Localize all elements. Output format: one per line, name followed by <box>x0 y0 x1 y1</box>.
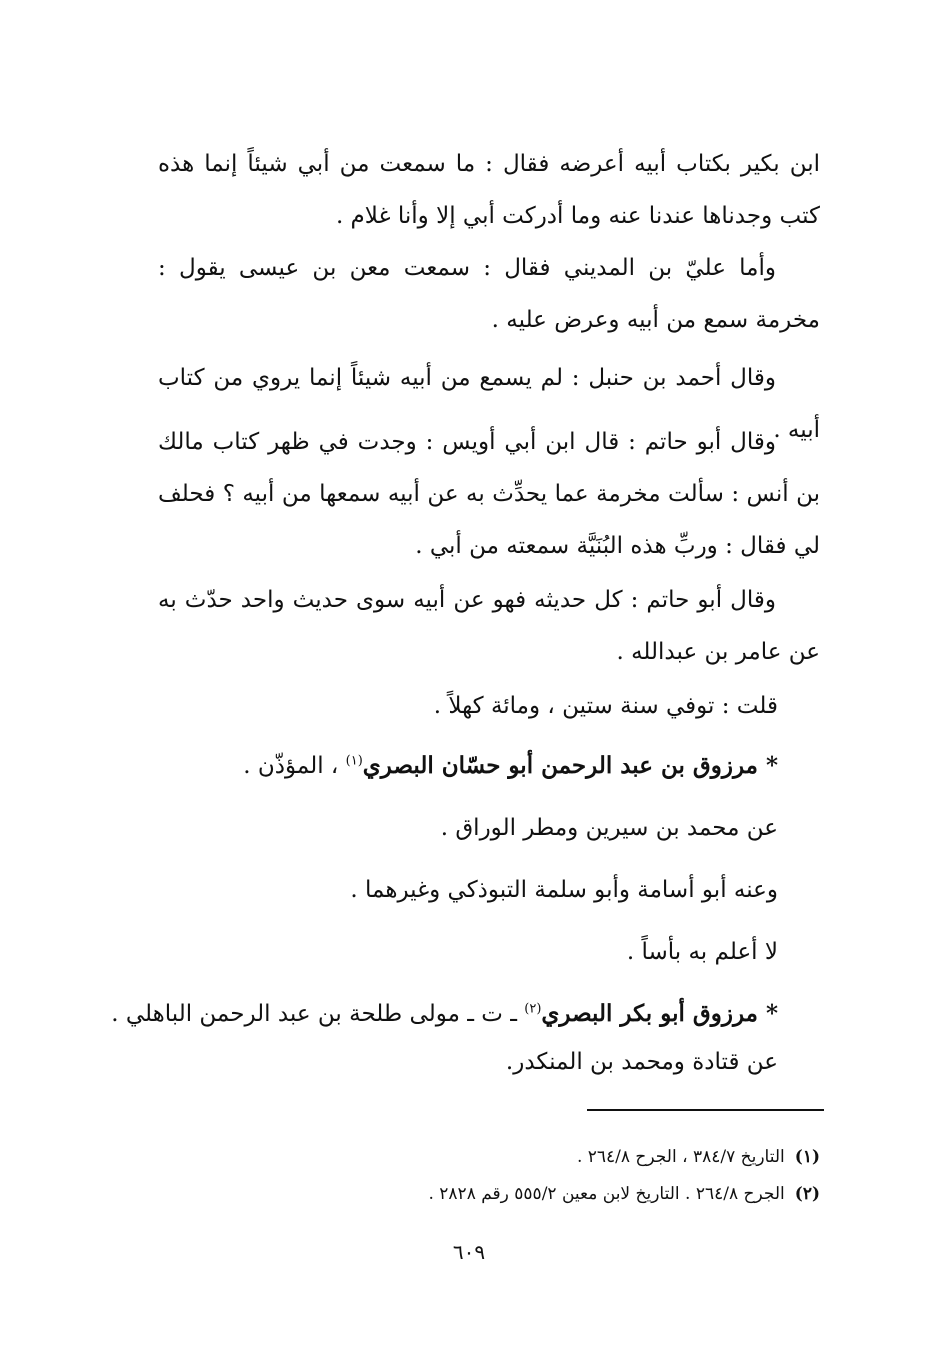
paragraph-ali-ibn-al-madini: وأما عليّ بن المديني فقال : سمعت معن بن عيسى يقول : مخرمة سمع من أبيه وعرض عليه . <box>158 255 820 333</box>
entry-title: ، المؤذّن . <box>243 753 346 779</box>
footnote-number: (٢) <box>794 1184 820 1204</box>
entry-marzuq-ibn-abd-al-rahman <box>243 740 778 792</box>
paragraph-abu-hatim-1: وقال أبو حاتم : قال ابن أبي أويس : وجدت في ظهر كتاب مالك بن أنس : سألت مخرمة عما يحدِّث به عن أبيه سمعها من أبيه ؟ فحلف لي فقال : وربِّ هذه البُنَيَّة سمعته من أبي . <box>158 429 820 559</box>
narrated-from-line-1: عن محمد بن سيرين ومطر الوراق . <box>440 815 778 841</box>
footnote-ref-1: (١) <box>345 753 363 769</box>
footnote-divider <box>587 1109 824 1111</box>
footnote-text: التاريخ ٣٨٤/٧ ، الجرح ٢٦٤/٨ . <box>576 1147 785 1167</box>
paragraph-abu-hatim-2: وقال أبو حاتم : كل حديثه فهو عن أبيه سوى حديث واحد حدّث به عن عامر بن عبدالله . <box>158 587 820 665</box>
footnote-2 <box>428 1179 820 1209</box>
entry-name: * مرزوق بن عبد الرحمن أبو حسّان البصري <box>362 752 778 779</box>
entry-name: * مرزوق أبو بكر البصري <box>541 1000 778 1027</box>
footnote-ref-2: (٢) <box>524 1001 542 1017</box>
page-number: ٦٠٩ <box>452 1240 486 1264</box>
paragraph-ahmad-ibn-hanbal: وقال أحمد بن حنبل : لم يسمع من أبيه شيئاً إنما يروي من كتاب أبيه . <box>158 365 820 443</box>
entry-description: ـ ت ـ مولى طلحة بن عبد الرحمن الباهلي . <box>111 1001 525 1027</box>
footnote-text: الجرح ٢٦٤/٨ . التاريخ لابن معين ٥٥٥/٢ رقم ٢٨٢٨ . <box>428 1184 785 1204</box>
narrated-by-line: وعنه أبو أسامة وأبو سلمة التبوذكي وغيرهما . <box>350 877 778 903</box>
entry-marzuq-abu-bakr <box>111 988 778 1040</box>
death-note-line: قلت : توفي سنة ستين ، ومائة كهلاً . <box>433 693 778 719</box>
footnote-number: (١) <box>794 1147 820 1167</box>
assessment-line: لا أعلم به بأساً . <box>626 939 778 965</box>
footnote-1 <box>577 1142 820 1172</box>
narrated-from-line-2: عن قتادة ومحمد بن المنكدر. <box>505 1049 778 1075</box>
paragraph-ibn-bukayr: ابن بكير بكتاب أبيه أعرضه فقال : ما سمعت من أبي شيئاً إنما هذه كتب وجدناها عندنا عنه وما أدركت أبي إلا وأنا غلام . <box>158 151 820 229</box>
